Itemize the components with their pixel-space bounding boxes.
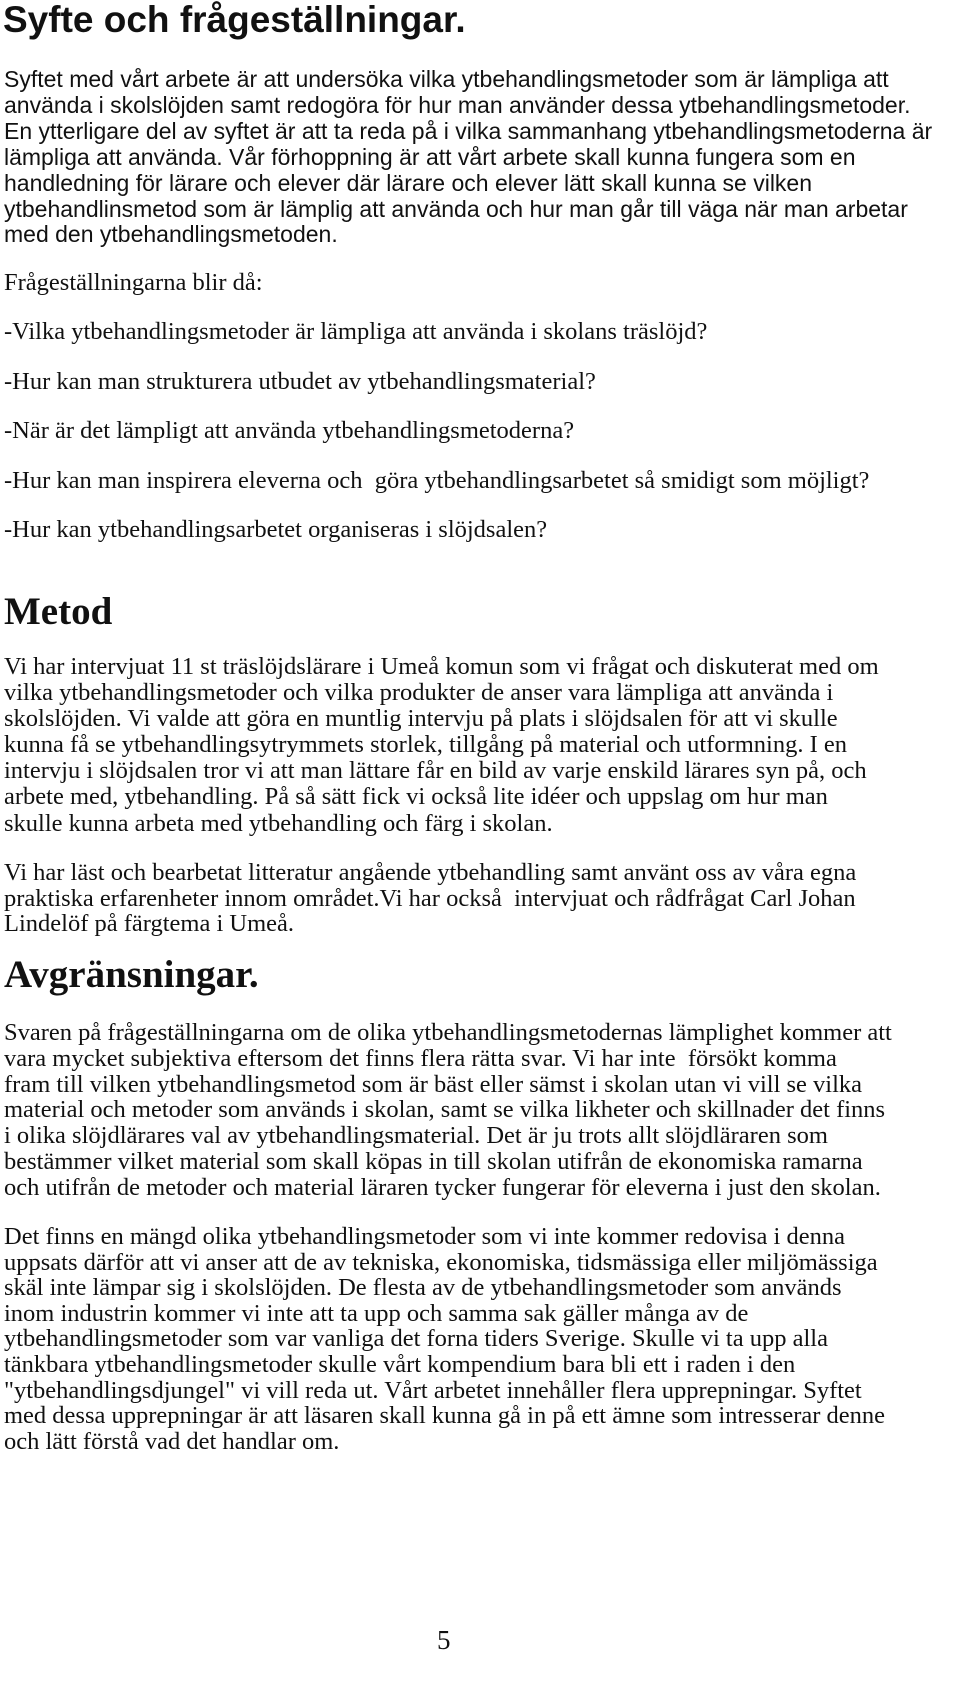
text-line: med dessa upprepningar är att läsaren skall kunna gå in på ett ämne som intresserar denne	[4, 1402, 886, 1430]
text-line: och utifrån de metoder och material läraren tycker fungerar för eleverna i just den skolan.	[4, 1173, 881, 1201]
text-line: "ytbehandlingsdjungel" vi vill reda ut. Vårt arbetet innehåller flera upprepningar. Syftet	[4, 1376, 862, 1404]
text-line: inom industrin kommer vi inte att ta upp och samma sak gäller många av de	[4, 1299, 749, 1327]
page-number: 5	[437, 1625, 451, 1655]
question-item: -Hur kan ytbehandlingsarbetet organiseras i slöjdsalen?	[4, 516, 548, 543]
text-line: skulle kunna arbeta med ytbehandling och färg i skolan.	[4, 809, 553, 837]
text-line: En ytterligare del av syftet är att ta reda på i vilka sammanhang ytbehandlingsmetoderna är	[4, 117, 933, 144]
method-paragraph	[4, 860, 856, 937]
questions-intro	[4, 270, 263, 296]
text-line: bestämmer vilket material som skall köpas in till skolan utifrån de ekonomiska ramarna	[4, 1147, 863, 1175]
text-line: använda i skolslöjden samt redogöra för hur man använder dessa ytbehandlingsmetoder.	[4, 91, 911, 118]
text-line: ytbehandlinsmetod som är lämplig att använda och hur man går till väga när man arbetar	[4, 195, 908, 222]
text-line: ytbehandlingsmetoder som var vanliga det forna tiders Sverige. Skulle vi ta upp alla	[4, 1325, 828, 1353]
question-item: -Hur kan man inspirera eleverna och göra ytbehandlingsarbetet så smidigt som möjligt?	[4, 466, 870, 494]
text-line: arbete med, ytbehandling. På så sätt fick vi också lite idéer och uppslag om hur man	[4, 783, 828, 811]
text-line: Vi har intervjuat 11 st träslöjdslärare i Umeå komun som vi frågat och diskuterat med om	[4, 653, 879, 680]
text-line: skolslöjden. Vi valde att göra en muntlig intervju på plats i slöjdsalen för att vi skulle	[4, 705, 838, 733]
text-line: lämpliga att använda. Vår förhoppning är att vårt arbete skall kunna fungera som en	[4, 143, 856, 170]
question-item: -När är det lämpligt att använda ytbehandlingsmetoderna?	[4, 417, 575, 444]
text-line: och lätt förstå vad det handlar om.	[4, 1427, 340, 1455]
purpose-paragraph	[4, 67, 932, 248]
text-line: material och metoder som används i skolan, samt se vilka likheter och skillnader det finns	[4, 1096, 886, 1124]
text-line: handledning för lärare och elever där lärare och elever lätt skall kunna se vilken	[4, 169, 813, 196]
text-line: skäl inte lämpar sig i skolslöjden. De flesta av de ytbehandlingsmetoder som används	[4, 1274, 842, 1302]
text-line: uppsats därför att vi anser att de av tekniska, ekonomiska, tidsmässiga eller miljömässiga	[4, 1248, 878, 1276]
delimitations-paragraph	[4, 1020, 892, 1201]
question-item: -Vilka ytbehandlingsmetoder är lämpliga att använda i skolans träslöjd?	[4, 318, 708, 345]
text-line: med den ytbehandlingsmetoden.	[4, 221, 338, 248]
text-line: praktiska erfarenheter innom området.Vi har också intervjuat och rådfrågat Carl Johan	[4, 884, 856, 912]
text-line: Syftet med vårt arbete är att undersöka vilka ytbehandlingsmetoder som är lämpliga att	[4, 66, 889, 92]
text-line: vara mycket subjektiva eftersom det finns flera rätta svar. Vi har inte försökt komma	[4, 1044, 837, 1072]
text-line: Det finns en mängd olika ytbehandlingsmetoder som vi inte kommer redovisa i denna	[4, 1223, 845, 1250]
method-paragraph	[4, 654, 879, 837]
text-line: Lindelöf på färgtema i Umeå.	[4, 910, 295, 937]
delimitations-paragraph	[4, 1224, 885, 1454]
text-line: intervju i slöjdsalen tror vi att man lättare får en bild av varje enskild lärares syn på, och	[4, 757, 867, 785]
text-line: vilka ytbehandlingsmetoder och vilka produkter de anser vara lämpliga att använda i	[4, 679, 834, 707]
text-line: i olika slöjdlärares val av ytbehandlingsmaterial. Det är ju trots allt slöjdläraren som	[4, 1122, 828, 1150]
questions-list	[4, 307, 869, 555]
text-line: kunna få se ytbehandlingsytrymmets storlek, tillgång på material och utformning. I en	[4, 731, 848, 759]
text-line: Frågeställningarna blir då:	[4, 269, 263, 296]
question-item: -Hur kan man strukturera utbudet av ytbehandlingsmaterial?	[4, 367, 596, 395]
delimitations-heading: Avgränsningar.	[4, 953, 259, 996]
text-line: fram till vilken ytbehandlingsmetod som är bäst eller sämst i skolan utan vi vill se vilka	[4, 1070, 863, 1098]
text-line: Vi har läst och bearbetat litteratur angående ytbehandling samt använt oss av våra egna	[4, 859, 857, 886]
text-line: Svaren på frågeställningarna om de olika ytbehandlingsmetodernas lämplighet kommer att	[4, 1019, 892, 1046]
method-heading: Metod	[4, 590, 113, 633]
purpose-heading: Syfte och frågeställningar.	[3, 0, 466, 40]
text-line: tänkbara ytbehandlingsmetoder skulle vårt kompendium bara bli ett i raden i den	[4, 1350, 796, 1378]
